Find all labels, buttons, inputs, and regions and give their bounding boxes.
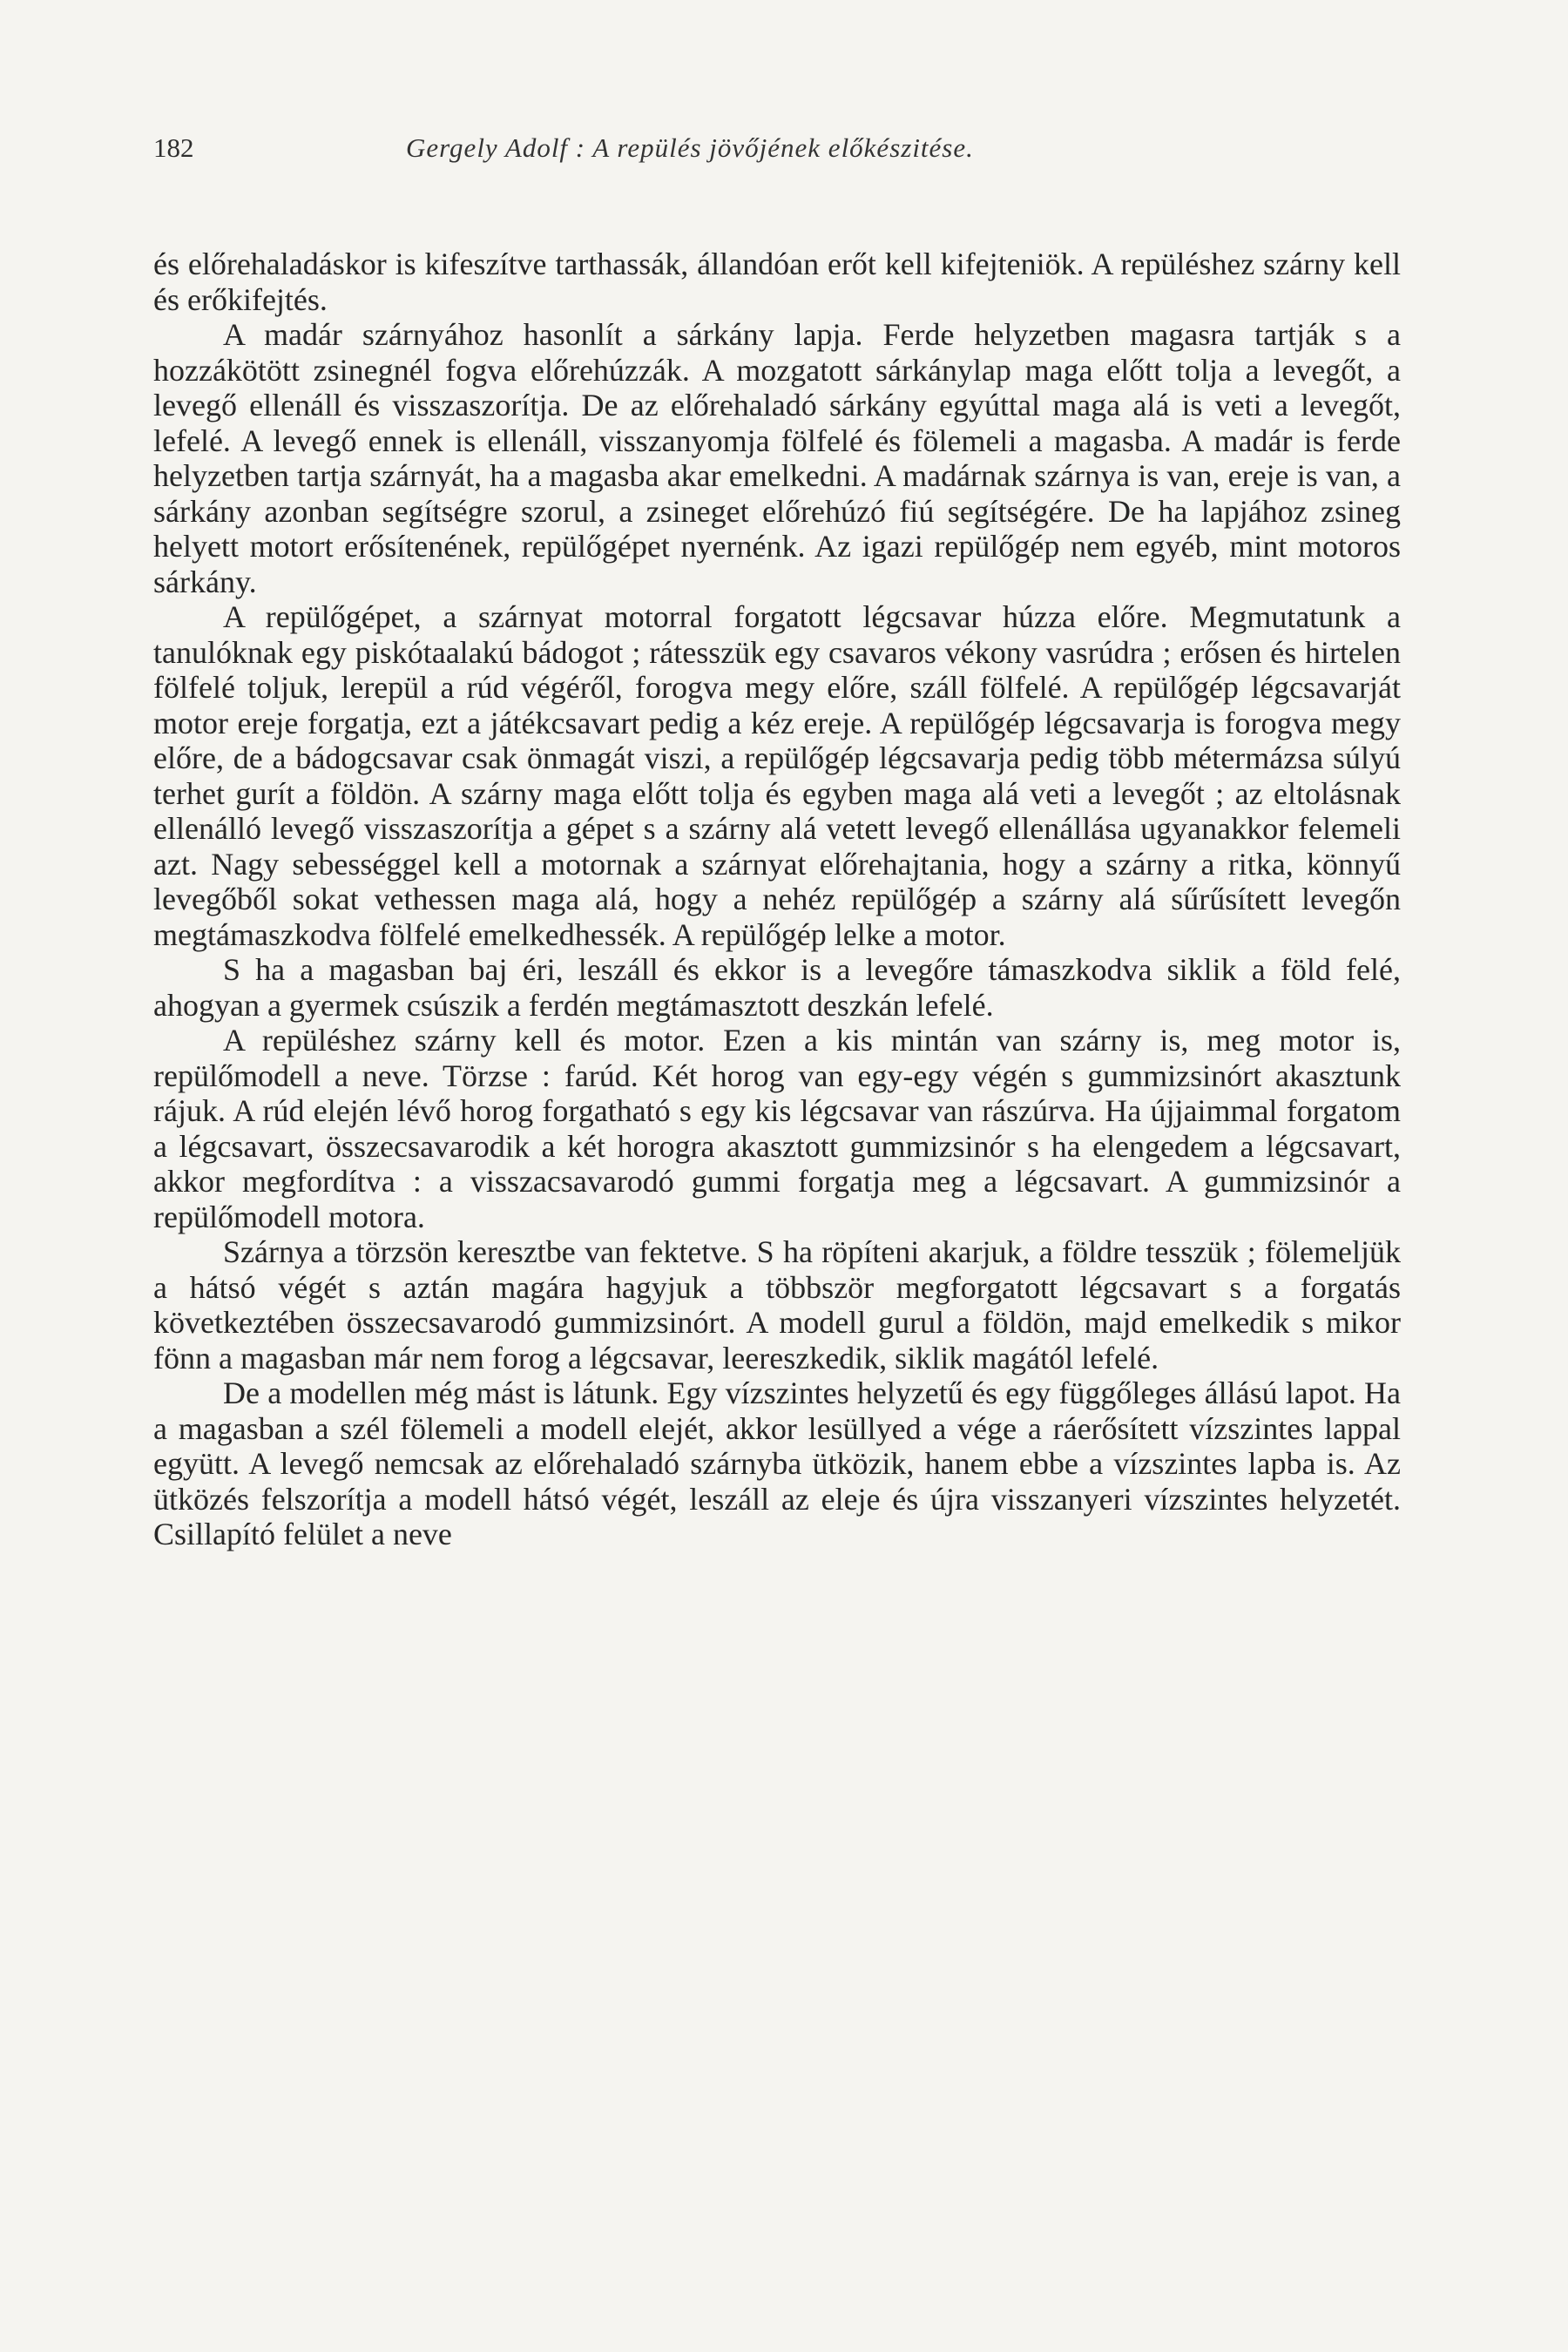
page-header xyxy=(153,132,1399,176)
paragraph-4: S ha a magasban baj éri, leszáll és ekkor is a levegőre támaszkodva siklik a föld felé, ahogyan a gyermek csúszik a ferdén megtámasztott deszkán lefelé. xyxy=(153,952,1401,1023)
paragraph-6: Szárnya a törzsön keresztbe van fektetve. S ha röpíteni akarjuk, a földre tesszük ; fölemeljük a hátsó végét s aztán magára hagyjuk a többször megforgatott légcsavart s a forgatás következtében összecsavarodó gummizsinórt. A modell gurul a földön, majd emelkedik s mikor fönn a magasban már nem forog a légcsavar, leereszkedik, siklik magától lefelé. xyxy=(153,1234,1401,1375)
running-title: Gergely Adolf : A repülés jövőjének előkészitése. xyxy=(406,132,974,163)
paragraph-3: A repülőgépet, a szárnyat motorral forgatott légcsavar húzza előre. Megmutatunk a tanulóknak egy piskótaalakú bádogot ; rátesszük egy csavaros vékony vasrúdra ; erősen és hirtelen fölfelé toljuk, lerepül a rúd végéről, forogva megy előre, száll fölfelé. A repülőgép légcsavarját motor ereje forgatja, ezt a játékcsavart pedig a kéz ereje. A repülőgép légcsavarja is forogva megy előre, de a bádogcsavar csak önmagát viszi, a repülőgép légcsavarja pedig több métermázsa súlyú terhet gurít a földön. A szárny maga előtt tolja és egyben maga alá veti a levegőt ; az eltolásnak ellenálló levegő visszaszorítja a gépet s a szárny alá vetett levegő ellenállása ugyanakkor felemeli azt. Nagy sebességgel kell a motornak a szárnyat előrehajtania, hogy a szárny a ritka, könnyű levegőből sokat vethessen maga alá, hogy a nehéz repülőgép a szárny alá sűrűsített levegőn megtámaszkodva fölfelé emelkedhessék. A repülőgép lelke a motor. xyxy=(153,599,1401,952)
paragraph-2: A madár szárnyához hasonlít a sárkány lapja. Ferde helyzetben magasra tartják s a hozzákötött zsinegnél fogva előrehúzzák. A mozgatott sárkánylap maga előtt tolja a levegőt, a levegő ellenáll és visszaszorítja. De az előrehaladó sárkány egyúttal maga alá is veti a levegőt, lefelé. A levegő ennek is ellenáll, visszanyomja fölfelé és fölemeli a magasba. A madár is ferde helyzetben tartja szárnyát, ha a magasba akar emelkedni. A madárnak szárnya is van, ereje is van, a sárkány azonban segítségre szorul, a zsineget előrehúzó fiú segítségére. De ha lapjához zsineg helyett motort erősítenének, repülőgépet nyernénk. Az igazi repülőgép nem egyéb, mint motoros sárkány. xyxy=(153,317,1401,599)
paragraph-1: és előrehaladáskor is kifeszítve tarthassák, állandóan erőt kell kifejteniök. A repüléshez szárny kell és erőkifejtés. xyxy=(153,247,1401,317)
body-text xyxy=(153,247,1401,2276)
paragraph-7: De a modellen még mást is látunk. Egy vízszintes helyzetű és egy függőleges állású lapot. Ha a magasban a szél fölemeli a modell elejét, akkor lesüllyed a vége a ráerősített vízszintes lappal együtt. A levegő nemcsak az előrehaladó szárnyba ütközik, hanem ebbe a vízszintes lapba is. Az ütközés felszorítja a modell hátsó végét, leszáll az eleje és újra visszanyeri vízszintes helyzetét. Csillapító felület a neve xyxy=(153,1375,1401,1551)
page-number: 182 xyxy=(153,132,194,163)
paragraph-5: A repüléshez szárny kell és motor. Ezen a kis mintán van szárny is, meg motor is, repülőmodell a neve. Törzse : farúd. Két horog van egy-egy végén s gummizsinórt akasztunk rájuk. A rúd elején lévő horog forgatható s egy kis légcsavar van rászúrva. Ha újjaimmal forgatom a légcsavart, összecsavarodik a két horogra akasztott gummizsinór s ha elengedem a légcsavart, akkor megfordítva : a visszacsavarodó gummi forgatja meg a légcsavart. A gummizsinór a repülőmodell motora. xyxy=(153,1023,1401,1234)
